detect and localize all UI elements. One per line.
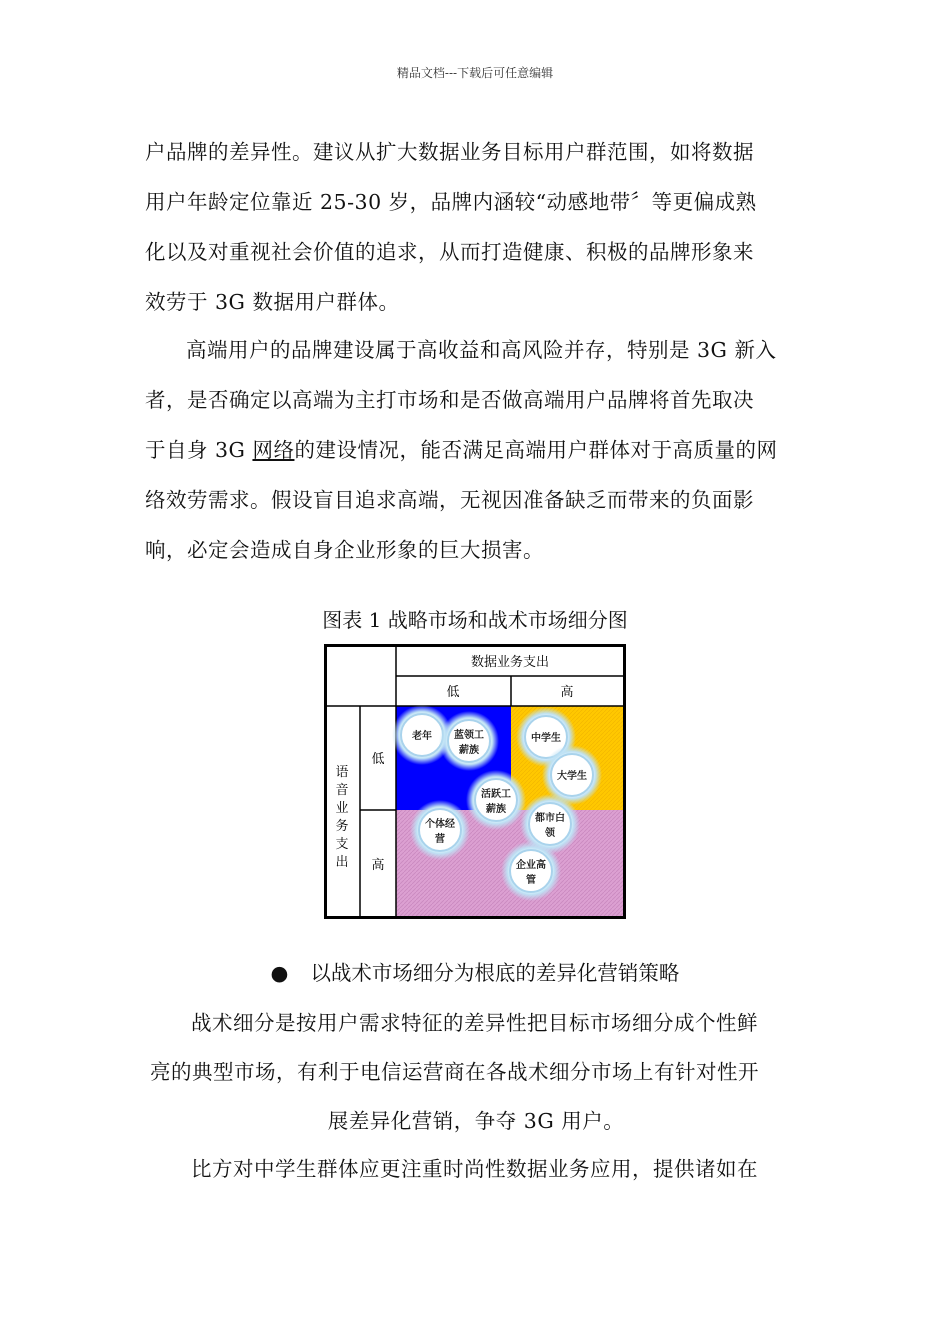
text-line: 响，必定会造成自身企业形象的巨大损害。 bbox=[145, 538, 544, 562]
paragraph-brand-diff bbox=[145, 127, 807, 327]
paragraph-example bbox=[150, 1145, 802, 1194]
row-low-label: 低 bbox=[371, 752, 385, 767]
segment-label: 薪族 bbox=[459, 745, 479, 756]
text-line: 用户年龄定位靠近 25-30 岁，品牌内涵较“动感地带〞等更偏成熟 bbox=[145, 190, 757, 214]
segment-label: 都市白 bbox=[535, 813, 565, 824]
segment-label: 蓝领工 bbox=[454, 730, 484, 741]
text-line: 展差异化营销，争夺 3G 用户。 bbox=[327, 1109, 625, 1133]
segment-circle bbox=[439, 711, 499, 771]
row-high-label: 高 bbox=[371, 858, 385, 873]
text-line: 户品牌的差异性。建议从扩大数据业务目标用户群范围，如将数据 bbox=[145, 140, 754, 164]
segment-label: 领 bbox=[545, 828, 555, 839]
col-header-label: 数据业务支出 bbox=[470, 655, 550, 670]
row-header-label bbox=[335, 765, 348, 870]
segment-label: 大学生 bbox=[557, 771, 587, 782]
text-line: 战术细分是按用户需求特征的差异性把目标市场细分成个性鲜 bbox=[191, 1011, 758, 1035]
row-header-char: 支 bbox=[335, 837, 349, 852]
bullet-text: 以战术市场细分为根底的差异化营销策略 bbox=[310, 961, 680, 985]
segment-label: 中学生 bbox=[531, 733, 561, 744]
text-line: 比方对中学生群体应更注重时尚性数据业务应用，提供诸如在 bbox=[191, 1157, 758, 1181]
segment-label: 活跃工 bbox=[481, 789, 511, 800]
row-header-char: 语 bbox=[335, 765, 349, 780]
network-link[interactable]: 网络 bbox=[252, 438, 295, 462]
segment-circle bbox=[466, 770, 526, 830]
segment-circle bbox=[410, 800, 470, 860]
row-header-char: 业 bbox=[335, 801, 349, 816]
figure-caption: 图表 1 战略市场和战术市场细分图 bbox=[322, 608, 628, 632]
col-low-label: 低 bbox=[446, 685, 460, 700]
paragraph-tactical bbox=[150, 999, 802, 1146]
text-fragment: 的建设情况，能否满足高端用户群体对于高质量的网 bbox=[294, 438, 778, 462]
segment-label: 薪族 bbox=[486, 804, 506, 815]
text-line: 效劳于 3G 数据用户群体。 bbox=[145, 290, 400, 314]
market-segment-figure bbox=[324, 644, 626, 919]
text-fragment: 于自身 3G bbox=[145, 438, 253, 462]
segment-label: 管 bbox=[526, 875, 536, 886]
text-line bbox=[145, 425, 807, 475]
segment-label: 个体经 bbox=[425, 819, 455, 830]
row-header-char: 音 bbox=[335, 783, 349, 798]
text-line: 化以及对重视社会价值的追求，从而打造健康、积极的品牌形象来 bbox=[145, 240, 754, 264]
bullet-icon: ● bbox=[270, 961, 289, 985]
text-line: 亮的典型市场，有利于电信运营商在各战术细分市场上有针对性开 bbox=[150, 1060, 759, 1084]
col-high-label: 高 bbox=[560, 685, 574, 700]
row-header-char: 务 bbox=[335, 819, 349, 834]
text-line: 络效劳需求。假设盲目追求高端，无视因准备缺乏而带来的负面影 bbox=[145, 488, 754, 512]
segment-label: 营 bbox=[435, 834, 445, 845]
bullet-heading bbox=[0, 956, 950, 986]
paragraph-high-end bbox=[145, 325, 807, 575]
segment-label: 老年 bbox=[412, 731, 432, 742]
row-header-char: 出 bbox=[335, 855, 349, 870]
segment-label: 企业高 bbox=[516, 860, 546, 871]
text-line: 者，是否确定以高端为主打市场和是否做高端用户品牌将首先取决 bbox=[145, 388, 754, 412]
page-header: 精品文档---下载后可任意编辑 bbox=[396, 66, 554, 80]
segment-circle bbox=[501, 841, 561, 901]
text-line: 高端用户的品牌建设属于高收益和高风险并存，特别是 3G 新入 bbox=[186, 338, 777, 362]
